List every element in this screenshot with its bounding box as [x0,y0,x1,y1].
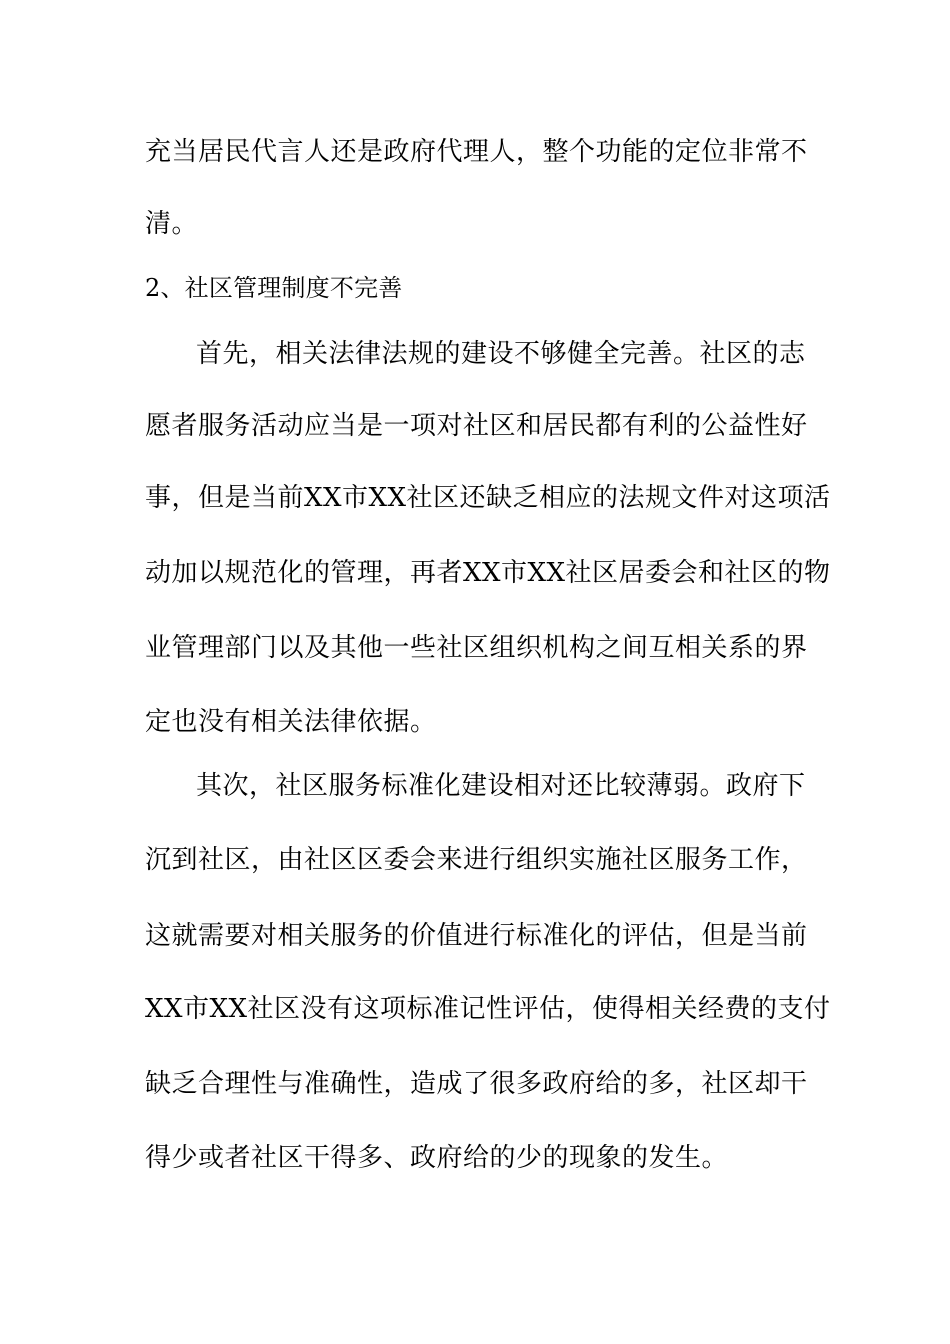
text-line: 得少或者社区干得多、政府给的少的现象的发生。 [145,1143,729,1173]
text-line: XX市XX社区没有这项标准记性评估，使得相关经费的支付 [145,994,831,1024]
text-line: 清。 [145,209,199,239]
text-line: 动加以规范化的管理，再者XX市XX社区居委会和社区的物 [145,558,831,588]
paragraph-first-line: 其次，社区服务标准化建设相对还比较薄弱。政府下 [196,771,806,801]
text-line: 沉到社区，由社区区委会来进行组织实施社区服务工作， [145,845,808,875]
paragraph-first-line: 首先，相关法律法规的建设不够健全完善。社区的志 [196,339,806,369]
text-line: 事，但是当前XX市XX社区还缺乏相应的法规文件对这项活 [145,483,831,513]
text-line: 充当居民代言人还是政府代理人，整个功能的定位非常不 [145,137,808,167]
text-line: 愿者服务活动应当是一项对社区和居民都有利的公益性好 [145,411,808,441]
text-line: 定也没有相关法律依据。 [145,707,437,737]
text-line: 业管理部门以及其他一些社区组织机构之间互相关系的界 [145,633,808,663]
text-line: 这就需要对相关服务的价值进行标准化的评估，但是当前 [145,921,808,951]
text-line: 缺乏合理性与准确性，造成了很多政府给的多，社区却干 [145,1069,808,1099]
section-heading: 2、社区管理制度不完善 [145,274,403,302]
